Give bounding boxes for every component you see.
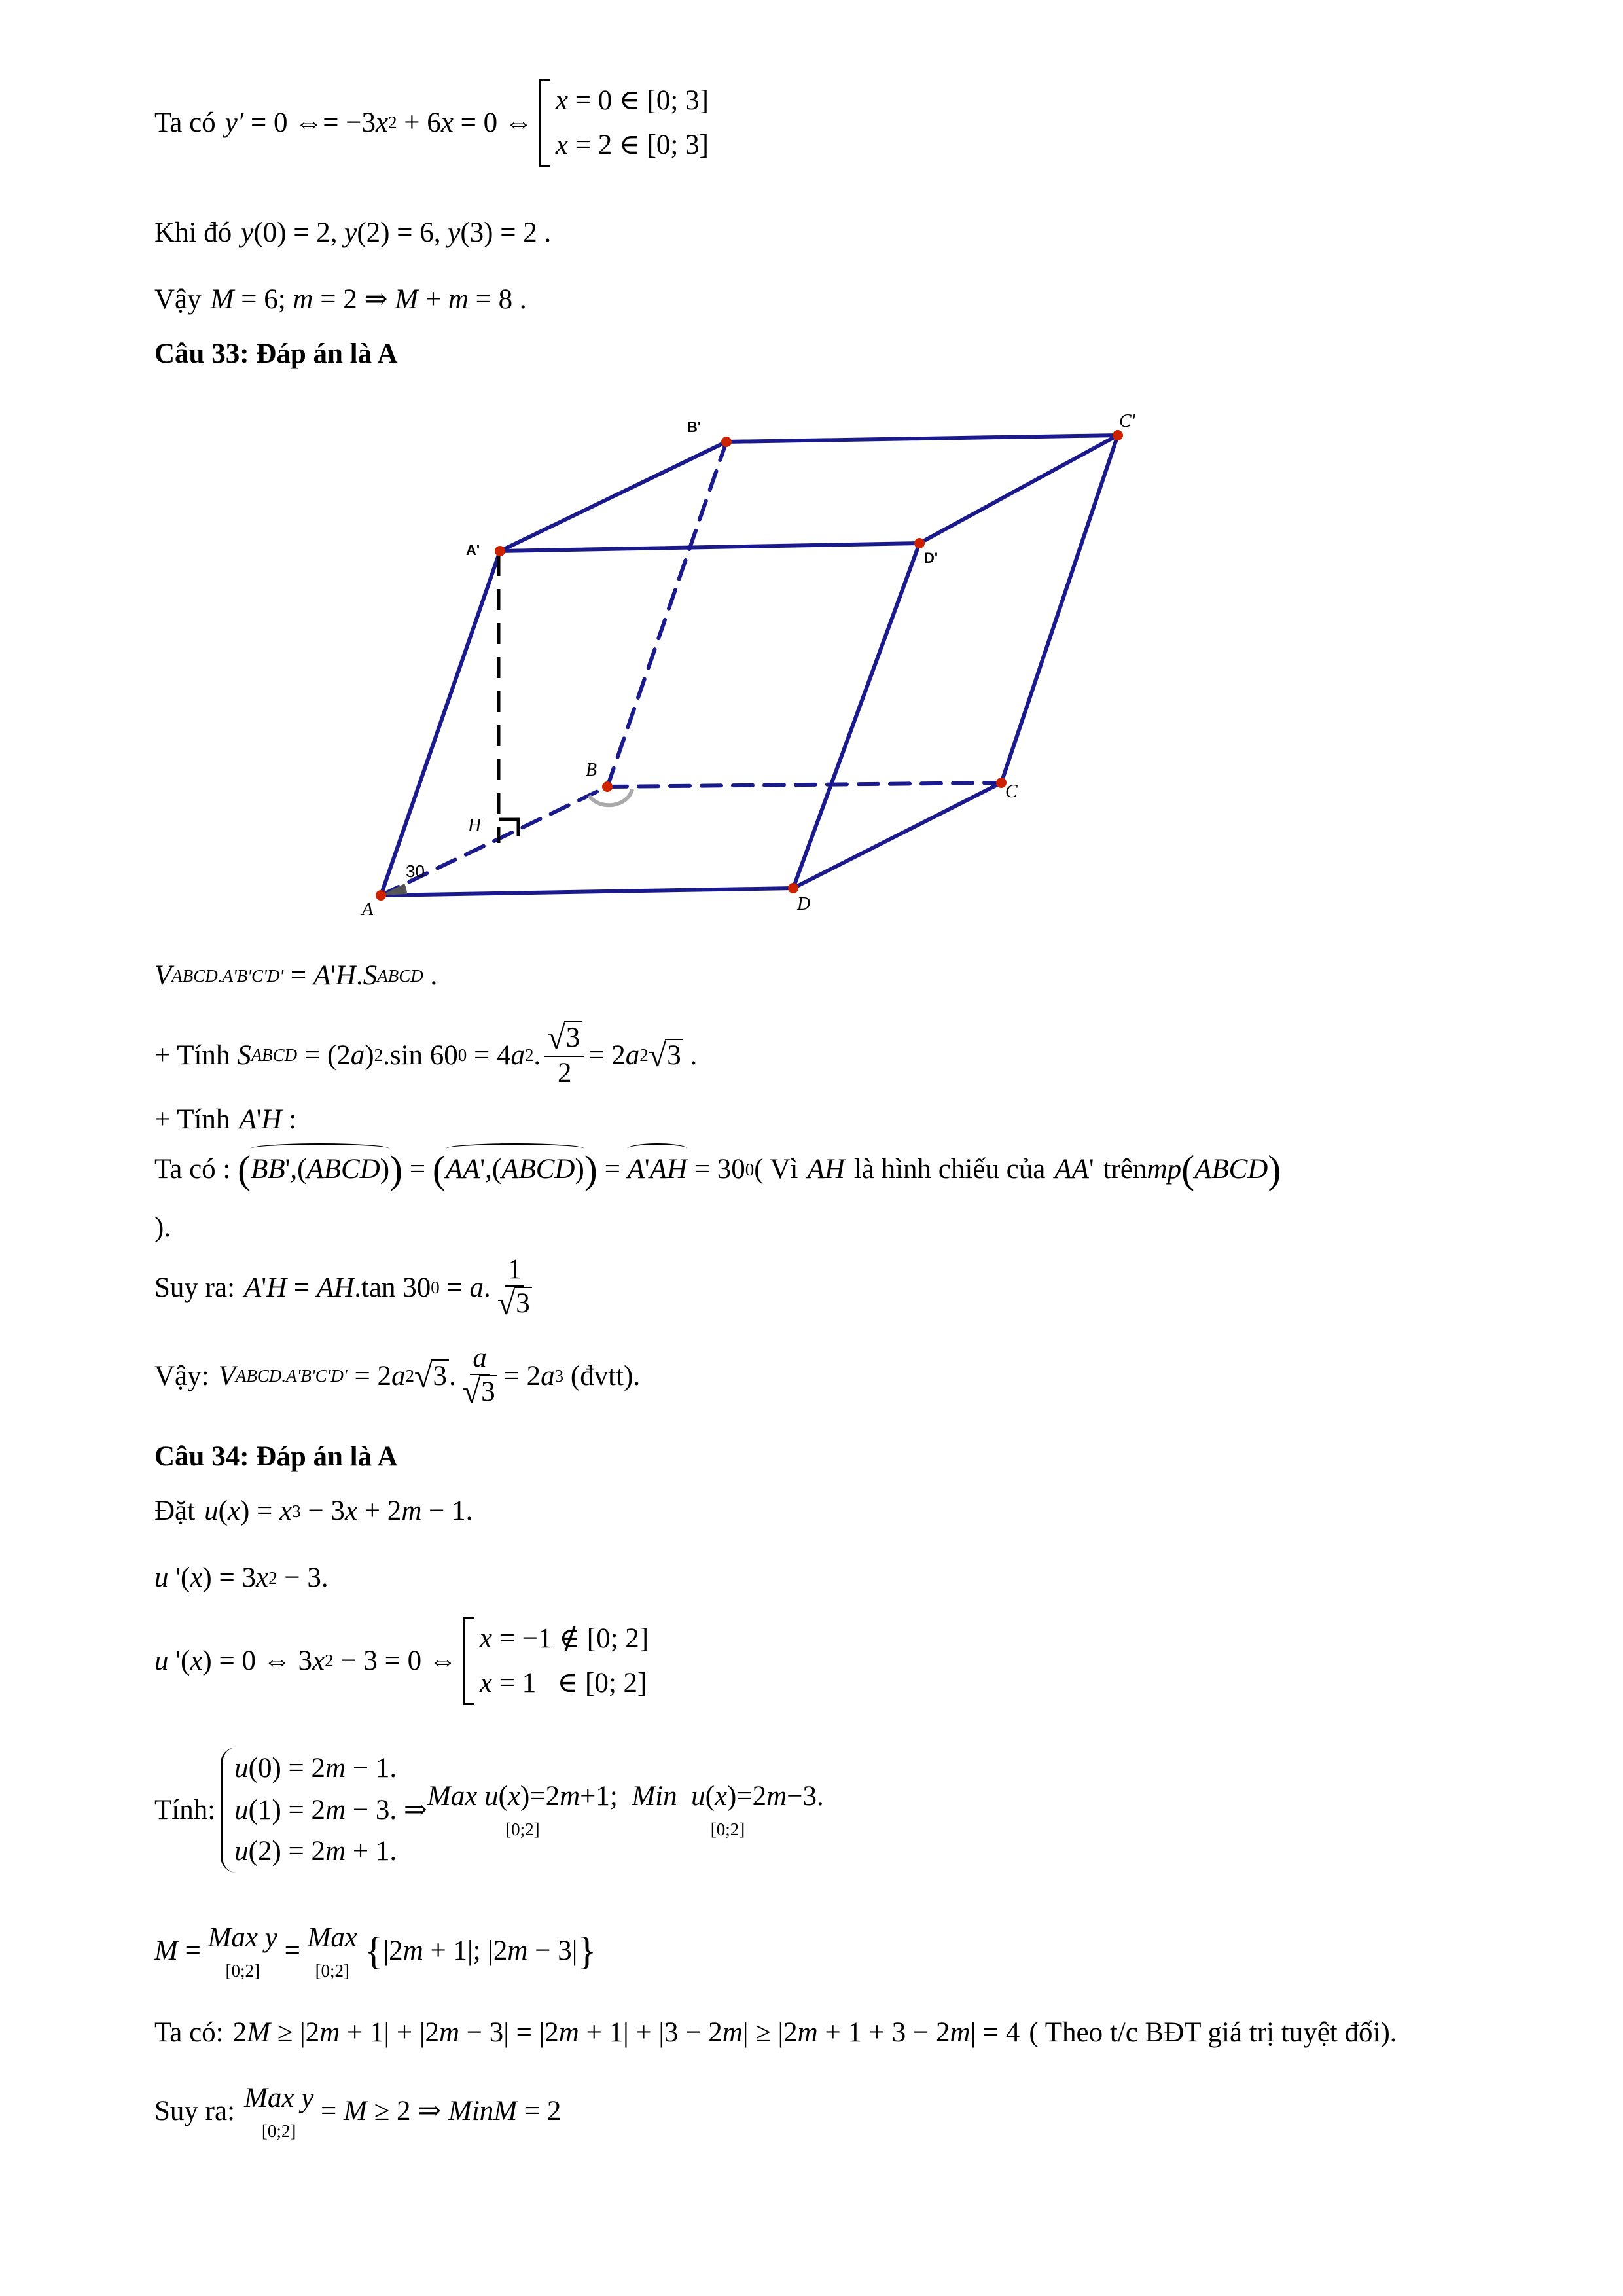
angle-line: Ta có : ( BB',(ABCD) ) = ( AA',(ABCD) ) = A'AH = 30 0 ( Vì AH là hình chiếu của AA ' trên mp ( ABCD ) <box>154 1148 1281 1191</box>
u-values-brace: u(0) = 2m − 1. u(1) = 2m − 3. u(2) = 2m + 1. <box>221 1748 397 1873</box>
close-paren-line: ). <box>154 1212 171 1243</box>
u-solution-cases: x = −1 ∉ [0; 2] x = 1 ∈ [0; 2] <box>463 1617 649 1705</box>
volume-result-line: Vậy: V ABCD.A'B'C'D' = 2 a 2 √ 3 . a √ 3 = 2 a 3 (đvtt). <box>154 1342 641 1410</box>
label-angle: 30 <box>406 861 425 881</box>
edge-DD1 <box>793 543 919 888</box>
label-C: C <box>1005 781 1018 802</box>
label-A1: A' <box>466 542 480 558</box>
point-B1 <box>721 437 732 447</box>
point-D1 <box>914 538 925 548</box>
edge-AA1 <box>381 551 500 895</box>
text-vay: Vậy <box>154 284 202 315</box>
volume-formula: V ABCD.A'B'C'D' = A ' H . S ABCD . <box>154 960 438 991</box>
edge-BB1 <box>607 442 726 787</box>
point-A <box>376 890 386 901</box>
ah-value-line: Suy ra: A ' H = AH .tan 30 0 = a . 1 √ 3 <box>154 1253 539 1322</box>
text-suy-ra: Suy ra: <box>154 1272 236 1303</box>
edge-B1C1 <box>726 435 1118 442</box>
point-D <box>788 883 798 893</box>
edge-BC <box>607 783 1001 787</box>
text-vi: ( Vì <box>754 1154 798 1185</box>
values-line: Khi đó y (0) = 2, y (2) = 6, y (3) = 2 . <box>154 216 551 250</box>
text-tren: trên <box>1103 1154 1147 1185</box>
text-ta-co-2: Ta có: <box>154 2017 224 2048</box>
text-dvtt: (đvtt). <box>570 1360 641 1391</box>
text-theo-tc: ( Theo t/c BĐT giá trị tuyệt đối). <box>1029 2017 1397 2048</box>
edge-AD <box>381 888 793 895</box>
text-la-hinh-chieu: là hình chiếu của <box>853 1154 1046 1185</box>
u-critical-line: u '( x ) = 0 ⇔ 3 x 2 − 3 = 0 ⇔ x = −1 ∉ [0; 2] x = 1 ∈ [0; 2] <box>154 1617 649 1705</box>
question-33-title: Câu 33: Đáp án là A <box>154 338 398 369</box>
label-B: B <box>586 760 597 780</box>
point-B <box>602 781 613 792</box>
derivative-line: Ta có y′ = 0 ⇔= −3 x 2 + 6 x = 0 ⇔ x = 0 ∈ [0; 3] x = 2 ∈ [0; 3] <box>154 79 709 167</box>
inequality-line: Ta có: 2 M ≥ |2 m + 1| + |2 m − 3| = |2 m + 1| + |3 − 2 m | ≥ |2 m + 1 + 3 − 2 m | = 4 ( Theo t/c BĐT giá trị tuyệt đối). <box>154 2016 1397 2050</box>
text-khi-do: Khi đó <box>154 217 232 248</box>
text-ta-co: Ta có <box>154 107 216 138</box>
text-plus-tinh-2: + Tính <box>154 1104 230 1135</box>
parallelepiped-diagram <box>0 0 1623 949</box>
area-line: + Tính S ABCD = (2 a ) 2 .sin 60 0 = 4 a 2 . √ 3 2 = 2 a 2 √ 3 . <box>154 1019 698 1089</box>
label-H: H <box>468 816 482 836</box>
point-A1 <box>495 546 505 556</box>
tinh-ah-line: + Tính A ' H : <box>154 1103 296 1137</box>
define-u-line: Đặt u ( x ) = x 3 − 3 x + 2 m − 1. <box>154 1494 473 1528</box>
M-definition-line: M = Max y [0;2] = Max [0;2] { |2 m + 1|; |2 m − 3| } <box>154 1922 597 1981</box>
u-values-line: Tính: u(0) = 2m − 1. u(1) = 2m − 3. u(2) = 2m + 1. ⇒ Max u(x)=2m+1; [0;2] Min u(x)=2m−3. [0;2] <box>154 1748 824 1873</box>
final-line: Suy ra: Max y [0;2] = M ≥ 2 ⇒ Min M = 2 <box>154 2083 562 2141</box>
point-C1 <box>1113 430 1123 440</box>
edge-A1D1 <box>500 543 919 551</box>
label-C1: C' <box>1119 411 1135 431</box>
solution-cases: x = 0 ∈ [0; 3] x = 2 ∈ [0; 3] <box>539 79 709 167</box>
u-derivative-line: u '( x ) = 3 x 2 − 3. <box>154 1562 329 1593</box>
text-ta-co-colon: Ta có : <box>154 1154 231 1185</box>
conclusion-line: Vậy M = 6; m = 2 ⇒ M + m = 8 . <box>154 283 527 317</box>
text-plus-tinh: + Tính <box>154 1039 230 1071</box>
label-D: D <box>797 894 811 914</box>
text-tinh-colon: Tính: <box>154 1794 216 1825</box>
question-34-title: Câu 34: Đáp án là A <box>154 1441 398 1472</box>
text-dat: Đặt <box>154 1496 196 1526</box>
label-A: A <box>362 899 374 920</box>
label-B1: B' <box>687 419 702 435</box>
text-suy-ra-2: Suy ra: <box>154 2096 236 2127</box>
label-D1: D' <box>924 550 938 566</box>
text-vay-colon: Vậy: <box>154 1360 209 1391</box>
